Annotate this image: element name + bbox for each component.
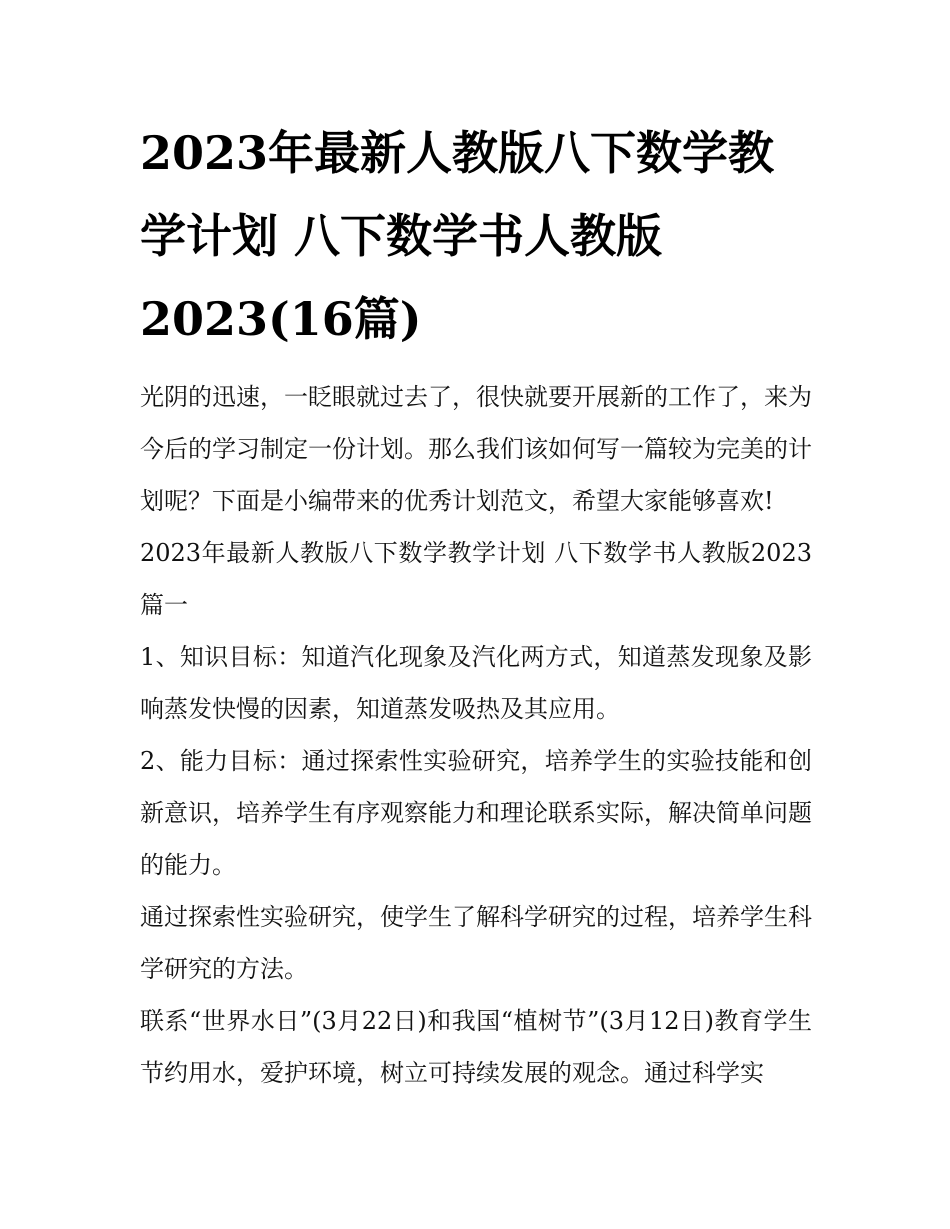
document-title: 2023年最新人教版八下数学教学计划 八下数学书人教版2023(16篇): [140, 126, 775, 346]
method-paragraph: 通过探索性实验研究，使学生了解科学研究的过程，培养学生科学研究的方法。: [140, 903, 812, 983]
knowledge-goal-paragraph: 1、知识目标：知道汽化现象及汽化两方式，知道蒸发现象及影响蒸发快慢的因素，知道蒸发吸热及其应用。: [140, 643, 812, 723]
document-page: [140, 112, 812, 1099]
intro-paragraph: 光阴的迅速，一眨眼就过去了，很快就要开展新的工作了，来为今后的学习制定一份计划。那么我们该如何写一篇较为完美的计划呢？下面是小编带来的优秀计划范文，希望大家能够喜欢!: [140, 383, 812, 515]
section-heading: 2023年最新人教版八下数学教学计划 八下数学书人教版2023篇一: [140, 539, 812, 619]
ability-goal-paragraph: 2、能力目标：通过探索性实验研究，培养学生的实验技能和创新意识，培养学生有序观察能力和理论联系实际，解决简单问题的能力。: [140, 747, 812, 879]
document-body: [140, 371, 812, 1099]
education-paragraph: 联系“世界水日”(3月22日)和我国“植树节”(3月12日)教育学生节约用水，爱护环境，树立可持续发展的观念。通过科学实: [140, 1007, 812, 1087]
